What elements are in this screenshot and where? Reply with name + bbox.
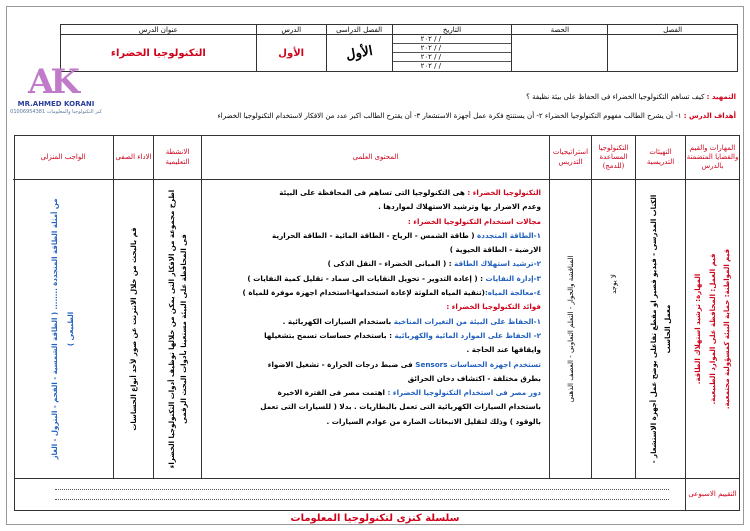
- homework-column: [13, 136, 113, 478]
- logo-name: MR.AHMED KORANI: [17, 100, 95, 108]
- evaluation-dotted-line: [55, 489, 669, 490]
- content-column: [201, 136, 549, 478]
- strategies-body: [550, 180, 591, 478]
- strategies-header: استراتيجيات التدريس: [550, 136, 591, 180]
- header-table: [60, 24, 738, 72]
- content-text: هى التكنولوجيا التى تساهم فى المحافظة على البيئة: [279, 188, 468, 197]
- logo-subtitle: كنز التكنولوجيا والمعلومات 01006954381: [10, 109, 102, 115]
- tech-header: التكنولوجيا المساعدة (للدمج): [592, 136, 635, 180]
- skills-header: المهارات والقيم والقضايا المتضمنة بالدرس: [686, 136, 739, 180]
- content-line: [210, 286, 541, 300]
- content-term: ٤-معالجة المياه:: [484, 288, 541, 298]
- date-cell: [392, 35, 512, 72]
- intro-label: التمهيد :: [706, 93, 736, 101]
- strategies-text: المناقشة والحوار - التعلم التعاونى - العصف الذهنى: [566, 255, 575, 403]
- homework-header: الواجب المنزلى: [13, 136, 113, 180]
- performance-body: [114, 180, 153, 478]
- performance-header: الاداء الصفى: [114, 136, 153, 180]
- header-col-term: الفصل الدراسى: [326, 25, 392, 35]
- content-line: [210, 386, 541, 400]
- header-col-period: الحصة: [512, 25, 608, 35]
- header-col-class: الفصل: [608, 25, 738, 35]
- content-term: ٣-إدارة النفايات: [485, 273, 541, 283]
- header-col-lesson: الدرس: [256, 25, 326, 35]
- skills-value: قيم العمل: المحافظة على الموارد الطبيعية.: [708, 253, 717, 405]
- resources-body: [636, 180, 685, 478]
- content-text: فى ضبط درجات الحرارة - تشغيل الاضواء: [267, 359, 416, 369]
- content-text: : ( إعادة التدوير - تحويل النفايات الى سماد - تقليل كمية النفايات ): [247, 273, 486, 283]
- content-line: [210, 315, 541, 329]
- lesson-plan-table: [14, 135, 740, 479]
- lesson-title-value: التكنولوجيا الخضراء: [110, 47, 206, 59]
- term-cell: [326, 35, 392, 72]
- content-text: باستخدام السيارات الكهربائية .: [282, 316, 394, 326]
- content-text: اهتمت مصر فى الفترة الاخيرة: [277, 388, 388, 398]
- scientific-content: [210, 186, 541, 429]
- objectives-line: [217, 112, 736, 120]
- tech-column: [591, 136, 635, 478]
- logo-letters: AK: [28, 62, 76, 102]
- content-term: ١-الحفاظ على البيئة من التغيرات المناخية: [393, 316, 541, 326]
- content-line: وايقافها عند الحاجة .: [466, 345, 541, 355]
- content-term: التكنولوجيا الخضراء :: [467, 188, 541, 197]
- evaluation-label: التقييم الاسبوعى: [685, 479, 739, 510]
- content-term: تستخدم اجهزة الحساسات Sensors: [415, 359, 541, 369]
- performance-text: قم بالبحث من خلال الانترنت عن صور لأحد أنواع الحساسات: [129, 227, 138, 431]
- skills-skill: المهارة: ترشيد استهلاك الطاقة.: [693, 273, 702, 385]
- content-term: ١-الطاقة المتجددة: [477, 230, 541, 240]
- content-line: بطرق مختلفة - اكتشاف دخان الحرائق: [407, 373, 541, 383]
- content-line: باستخدام السيارات الكهربائية التى تعمل بالبطاريات . بدلا ( للسيارات التى تعمل: [260, 402, 541, 412]
- date-line: ٢٠٢ / /: [420, 62, 442, 70]
- header-col-lesson-title: عنوان الدرس: [61, 25, 257, 35]
- content-heading: مجالات استخدام التكنولوجيا الخضراء :: [407, 216, 541, 226]
- header-col-date: التاريخ: [392, 25, 512, 35]
- homework-body: [13, 180, 113, 478]
- resources-text: الكتاب المدرسى - فيديو قصير او مقطع تفاعلى يوضح عمل أجهزة الاستشعار - معمل الحاسب: [649, 194, 672, 464]
- skills-issue: قيم المواطنة: حماية البيئة كمسؤولية مجتمعية.: [723, 248, 732, 410]
- strategies-column: [549, 136, 591, 478]
- content-line: [210, 229, 541, 243]
- objectives-label: أهداف الدرس :: [683, 112, 736, 120]
- skills-body: [686, 180, 739, 478]
- content-term: دور مصر فى استخدام التكنولوجيا الخضراء :: [387, 388, 541, 398]
- author-logo: [10, 62, 102, 122]
- intro-text: كيف تساهم التكنولوجيا الخضراء فى الحفاظ على بيئة نظيفة ؟: [526, 93, 707, 101]
- activities-column: [153, 136, 201, 478]
- activities-text: اطرح مجموعة من الافكار التى يمكن من خلالها توظيف أدوات التكنولوجيا الخضراء فى المحافظة على البيئة مستعينا بأدوات البحث الرقمى: [167, 189, 188, 469]
- content-line: وعدم الاضرار بها وترشيد الاستهلاك لمواردها .: [378, 202, 541, 212]
- homework-text: من أمثلة الطاقة المتجددة ........ ( الطاقة الشمسية - الفحم - البترول - الغاز الطبيعى ): [51, 198, 75, 460]
- content-line: [210, 272, 541, 286]
- content-line: [210, 329, 541, 343]
- tech-body: [592, 180, 635, 478]
- performance-column: [113, 136, 153, 478]
- content-text: ( طاقة الشمس - الرياح - الطاقة المائية - الطاقة الحرارية: [272, 230, 478, 240]
- term-value: الأول: [344, 43, 374, 63]
- date-line: ٢٠٢ / /: [393, 44, 512, 53]
- content-term: ٢-ترشيد استهلاك الطاقة: [454, 259, 541, 269]
- content-line: بالوقود ) وذلك لتقليل الانبعاثات الضارة من عوادم السيارات .: [326, 416, 541, 426]
- resources-header: التهيئات التدريسية: [636, 136, 685, 180]
- content-header: المحتوى العلمى: [202, 136, 549, 180]
- lesson-value: الأول: [278, 47, 305, 59]
- activities-header: الانشطة التعليمية: [154, 136, 201, 180]
- period-cell: [512, 35, 608, 72]
- activities-body: [154, 180, 201, 478]
- tech-text: لا يوجد: [609, 274, 618, 295]
- content-text: : باستخدام حساسات تسمح بتشغيلها: [264, 330, 395, 340]
- class-cell: [608, 35, 738, 72]
- content-text: : ( المبانى الخضراء - النقل الذكى ): [327, 259, 455, 269]
- evaluation-row: [14, 479, 740, 511]
- evaluation-dotted-line: [55, 499, 669, 500]
- date-line: ٢٠٢ / /: [393, 53, 512, 62]
- content-line: [210, 186, 541, 200]
- intro-line: [526, 93, 736, 101]
- lesson-cell: [256, 35, 326, 72]
- series-footer: سلسلة كنزى لتكنولوجيا المعلومات: [290, 513, 460, 524]
- content-line: [210, 257, 541, 271]
- content-heading: فوائد التكنولوجيا الخضراء :: [446, 302, 541, 312]
- content-line: الارضية - الطاقة الحيوية ): [449, 245, 541, 255]
- content-line: [210, 358, 541, 372]
- content-term: ٢- الحفاظ على الموارد المائية والكهربائية: [394, 330, 541, 340]
- content-text: (تنقية المياه الملوثة لإعادة استخدامها-استخدام اجهزة موفرة للمياة ): [242, 288, 485, 298]
- skills-column: [685, 136, 739, 478]
- resources-column: [635, 136, 685, 478]
- date-line: ٢٠٢ / /: [393, 35, 512, 44]
- objectives-text: ١- أن يشرح الطالب مفهوم التكنولوجيا الخضراء ٢- أن يستنتج فكرة عمل أجهزة الاستشعار ٣- أن يقترح الطالب اكبر عدد من الافكار لاستخدام التكنولوجيا الخضراء: [217, 112, 684, 120]
